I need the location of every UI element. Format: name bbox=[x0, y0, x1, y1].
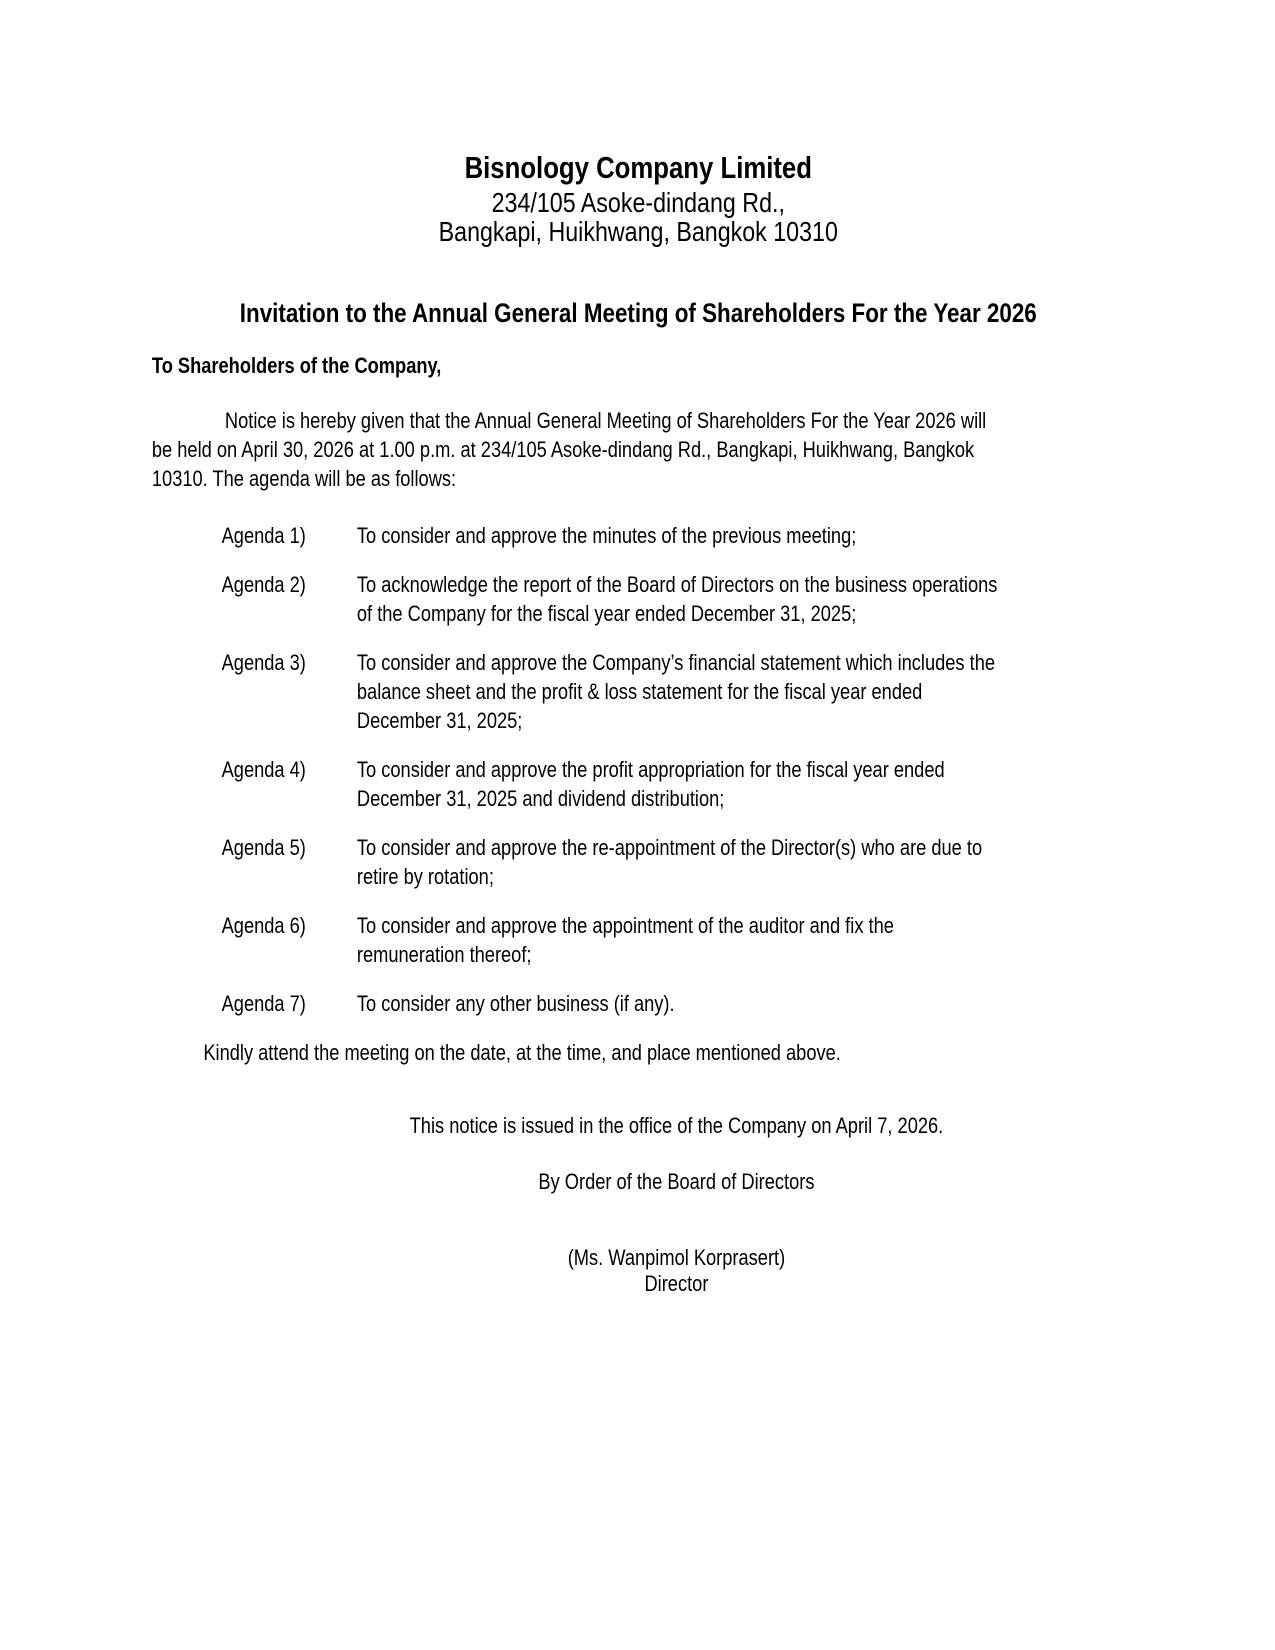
agenda-item bbox=[222, 570, 1125, 628]
agenda-item-label: Agenda 5) bbox=[221, 835, 306, 860]
salutation: To Shareholders of the Company, bbox=[151, 353, 442, 378]
closing-block bbox=[152, 1111, 1125, 1297]
agenda-item bbox=[222, 648, 1125, 735]
agenda-item-text: To acknowledge the report of the Board of Directors on the business operations of the Company for the fiscal year ended December 31, 2025; bbox=[356, 572, 998, 626]
letter-title: Invitation to the Annual General Meeting of Shareholders For the Year 2026 bbox=[239, 298, 1037, 328]
by-order-line: By Order of the Board of Directors bbox=[538, 1169, 815, 1194]
intro-line: be held on April 30, 2026 at 1.00 p.m. at 234/105 Asoke-dindang Rd., Bangkapi, Huikhwang, Bangkok bbox=[151, 437, 975, 462]
company-address-line1: 234/105 Asoke-dindang Rd., bbox=[491, 187, 785, 218]
signatory-name: (Ms. Wanpimol Korprasert) bbox=[567, 1245, 786, 1270]
intro-paragraph bbox=[152, 406, 1125, 493]
agenda-item-label: Agenda 3) bbox=[221, 650, 306, 675]
signature-block bbox=[228, 1245, 1124, 1297]
agenda-item-text: To consider and approve the re-appointment of the Director(s) who are due to retire by rotation; bbox=[356, 835, 983, 889]
agenda-item-label: Agenda 6) bbox=[221, 913, 306, 938]
company-address bbox=[152, 188, 1125, 246]
agenda-item-label: Agenda 2) bbox=[221, 572, 306, 597]
agenda-item bbox=[222, 755, 1125, 813]
agenda-item-label: Agenda 4) bbox=[221, 757, 306, 782]
agenda-item-text: To consider and approve the appointment of the auditor and fix the remuneration thereof; bbox=[356, 913, 894, 967]
intro-line: Notice is hereby given that the Annual General Meeting of Shareholders For the Year 2026 will bbox=[224, 408, 987, 433]
agenda-item bbox=[222, 911, 1125, 969]
agenda-item-label: Agenda 7) bbox=[221, 991, 306, 1016]
agenda-item bbox=[222, 989, 1125, 1018]
agenda-item-text: To consider and approve the profit appropriation for the fiscal year ended December 31, 2025 and dividend distribution; bbox=[356, 757, 945, 811]
intro-line: 10310. The agenda will be as follows: bbox=[151, 466, 457, 491]
document-content bbox=[0, 150, 1275, 1297]
agenda-item-label: Agenda 1) bbox=[221, 523, 306, 548]
company-name: Bisnology Company Limited bbox=[464, 150, 812, 185]
agenda-item bbox=[222, 833, 1125, 891]
kindly-note: Kindly attend the meeting on the date, at the time, and place mentioned above. bbox=[203, 1040, 841, 1065]
agenda-item-text: To consider and approve the Company’s financial statement which includes the balance sheet and the profit & loss statement for the fiscal year ended December 31, 2025; bbox=[356, 650, 996, 733]
agenda-item bbox=[222, 521, 1125, 550]
agenda-item-text: To consider and approve the minutes of the previous meeting; bbox=[356, 523, 857, 548]
notice-issued-line: This notice is issued in the office of the Company on April 7, 2026. bbox=[409, 1113, 944, 1138]
company-address-line2: Bangkapi, Huikhwang, Bangkok 10310 bbox=[438, 216, 838, 247]
agenda-list bbox=[152, 521, 1125, 1018]
signatory-title: Director bbox=[644, 1271, 709, 1296]
agenda-item-text: To consider any other business (if any). bbox=[356, 991, 675, 1016]
